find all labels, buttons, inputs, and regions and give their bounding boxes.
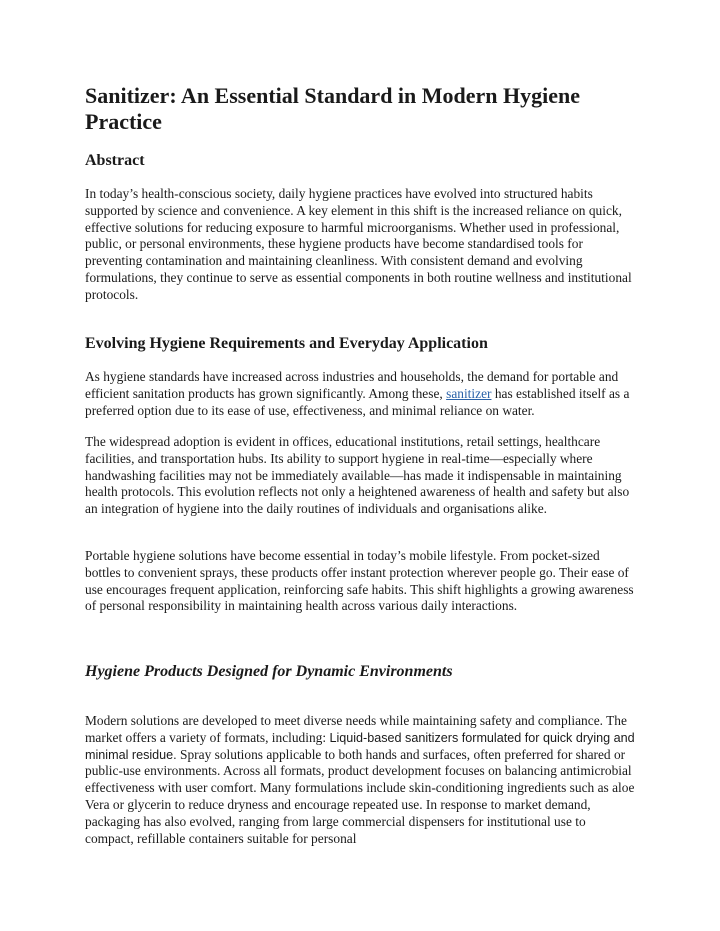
paragraph-demand xyxy=(85,369,637,419)
sanitizer-link[interactable]: sanitizer xyxy=(446,385,492,401)
paragraph-formats-liquid: Liquid-based sanitizers formulated for quick drying and minimal residue. xyxy=(85,730,635,762)
paragraph-formats xyxy=(85,713,637,847)
paragraph-formats-text-a: Modern solutions are developed to meet diverse needs while maintaining safety and compliance. The market offers a variety of formats, including: xyxy=(85,713,627,745)
section-heading-products: Hygiene Products Designed for Dynamic Environments xyxy=(85,663,453,680)
paragraph-portable: Portable hygiene solutions have become essential in today’s mobile lifestyle. From pocket-sized bottles to convenient sprays, these products offer instant protection wherever people go. Their ease of use encourages frequent application, reinforcing safe habits. This shift highlights a growing awareness of personal responsibility in maintaining health across various daily interactions. xyxy=(85,548,634,614)
paragraph-demand-text-a: As hygiene standards have increased across industries and households, the demand for portable and efficient sanitation products has grown significantly. Among these, xyxy=(85,369,619,401)
paragraph-adoption: The widespread adoption is evident in offices, educational institutions, retail settings, healthcare facilities, and transportation hubs. Its ability to support hygiene in real-time—especially where handwashing facilities may not be immediately available—has made it indispensable in maintaining health protocols. This evolution reflects not only a heightened awareness of health and safety but also an integration of hygiene into the daily routines of individuals and organisations alike. xyxy=(85,434,630,517)
abstract-heading: Abstract xyxy=(85,152,145,169)
section-heading-evolving: Evolving Hygiene Requirements and Everyday Application xyxy=(85,335,488,352)
document-title: Sanitizer: An Essential Standard in Modern Hygiene Practice xyxy=(85,83,581,134)
paragraph-formats-text-b: Spray solutions applicable to both hands and surfaces, often preferred for shared or public-use environments. Across all formats, product development focuses on balancing antimicrobial effectiveness with user comfort. Many formulations include skin-conditioning ingredients such as aloe Vera or glycerin to reduce dryness and encourage repeated use. In response to market demand, packaging has also evolved, ranging from large commercial dispensers for institutional use to compact, refillable containers suitable for personal xyxy=(85,746,635,846)
paragraph-demand-text-b: has established itself as a preferred option due to its ease of use, effectiveness, and minimal reliance on water. xyxy=(85,385,630,418)
abstract-paragraph: In today’s health-conscious society, daily hygiene practices have evolved into structured habits supported by science and convenience. A key element in this shift is the increased reliance on quick, effective solutions for reducing exposure to harmful microorganisms. Whether used in professional, public, or personal environments, these hygiene products have become standardised tools for preventing contamination and maintaining cleanliness. With consistent demand and evolving formulations, they continue to serve as essential components in both routine wellness and institutional protocols. xyxy=(85,186,632,302)
